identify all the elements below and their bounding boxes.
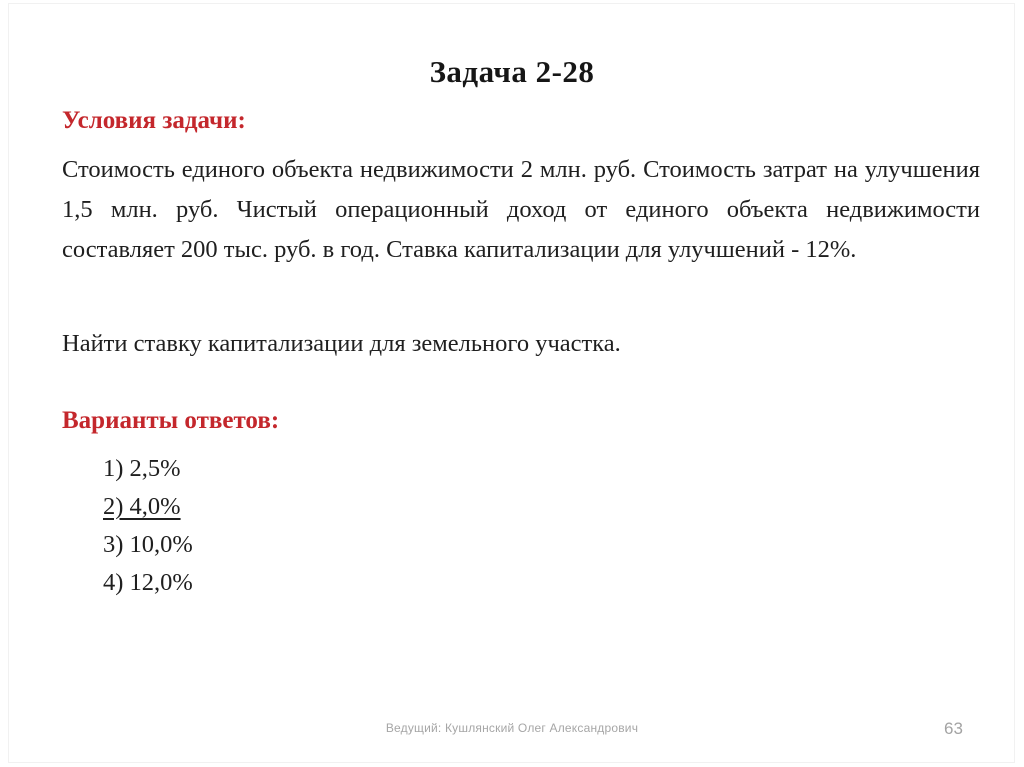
answer-option-1 — [103, 450, 193, 488]
slide-page-number: 63 — [944, 719, 963, 738]
answer-option-2-underlined — [103, 488, 193, 526]
answer-option-3-label: 3) 10,0% — [103, 531, 193, 558]
slide-title: Задача 2-28 — [429, 54, 595, 89]
task-question-text: Найти ставку капитализации для земельного участка. — [62, 330, 621, 357]
conditions-heading: Условия задачи: — [62, 107, 246, 134]
answer-option-1-label: 1) 2,5% — [103, 455, 181, 482]
footer-presenter-text: Ведущий: Кушлянский Олег Александрович — [385, 721, 639, 735]
answer-option-4-label: 4) 12,0% — [103, 569, 193, 596]
answer-option-4 — [103, 564, 193, 602]
answer-option-3 — [103, 526, 193, 564]
problem-statement-text: Стоимость единого объекта недвижимости 2 млн. руб. Стоимость затрат на улучшения 1,5 млн. руб. Чистый операционный доход от единого объекта недвижимости составляет 200 тыс. руб. в год. Ставка капитализации для улучшений - 12%. — [62, 156, 980, 263]
answer-option-2-label: 2) 4,0% — [103, 493, 181, 520]
answer-options-list — [103, 450, 193, 602]
answers-heading: Варианты ответов: — [62, 407, 280, 434]
